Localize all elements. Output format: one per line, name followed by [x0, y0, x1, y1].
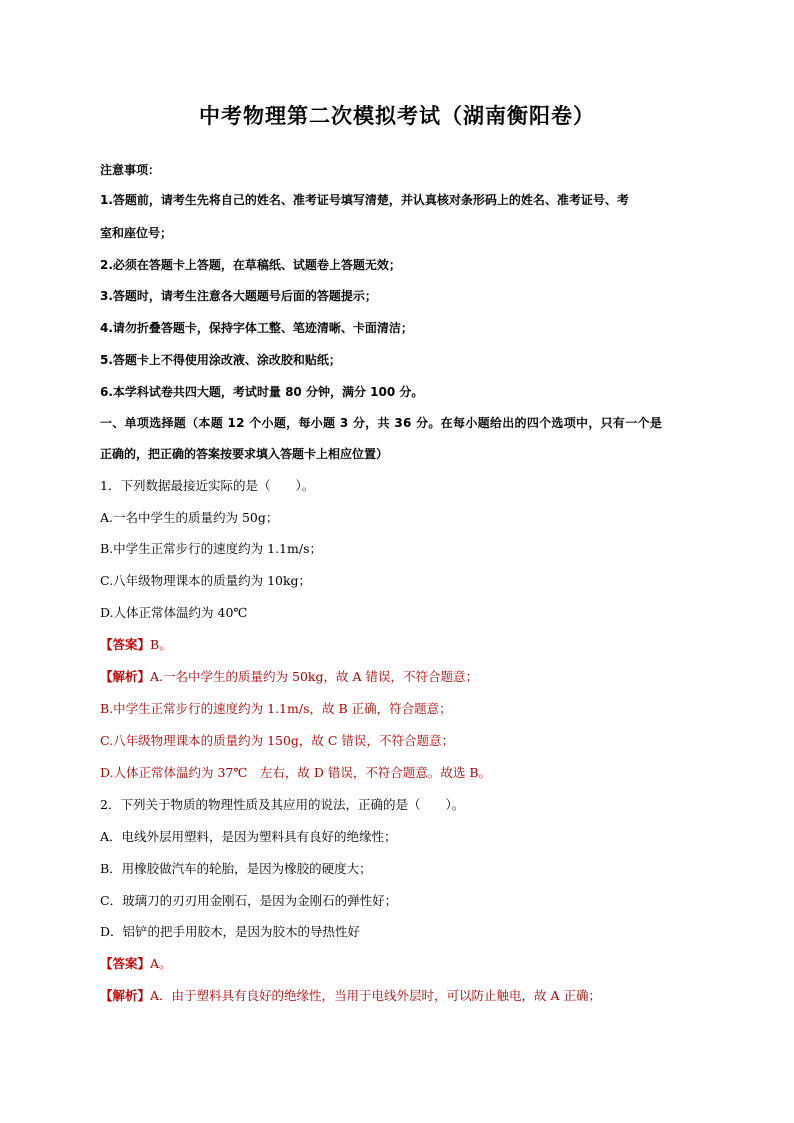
section-heading-cont: 正确的，把正确的答案按要求填入答题卡上相应位置） — [100, 447, 389, 461]
question-1-option-c: C.八年级物理课本的质量约为 10kg； — [100, 573, 312, 588]
question-2-option-a: A．电线外层用塑料，是因为塑料具有良好的绝缘性； — [100, 829, 397, 844]
notice-item-3: 3.答题时，请考生注意各大题题号后面的答题提示； — [100, 289, 377, 303]
analysis-tag: 【解析】 — [100, 669, 151, 684]
notice-item-2: 2.必须在答题卡上答题，在草稿纸、试题卷上答题无效； — [100, 258, 401, 272]
answer-tag: 【答案】 — [100, 637, 151, 652]
notice-heading: 注意事项： — [100, 163, 161, 177]
notice-item-1: 1.答题前，请考生先将自己的姓名、准考证号填写清楚，并认真核对条形码上的姓名、准考证号、考 — [100, 193, 629, 207]
question-2-option-c: C．玻璃刀的刃刃用金刚石，是因为金刚石的弹性好； — [100, 893, 398, 908]
page-title: 中考物理第二次模拟考试（湖南衡阳卷） — [199, 104, 595, 128]
question-1-analysis-b: B.中学生正常步行的速度约为 1.1m/s，故 B 正确，符合题意； — [100, 701, 452, 716]
answer-value: A。 — [150, 956, 172, 971]
analysis-tag: 【解析】 — [100, 988, 151, 1003]
question-2-option-b: B．用橡胶做汽车的轮胎，是因为橡胶的硬度大； — [100, 861, 372, 876]
question-1-analysis-d: D.人体正常体温约为 37℃ 左右，故 D 错误，不符合题意。故选 B。 — [100, 765, 492, 780]
question-1-option-a: A.一名中学生的质量约为 50g； — [100, 510, 279, 525]
question-1-stem: 1．下列数据最接近实际的是（ ）。 — [100, 478, 315, 493]
question-1-analysis-a — [100, 667, 730, 687]
question-1-answer — [100, 635, 730, 655]
question-2-answer — [100, 954, 730, 974]
question-2-option-d: D．铝铲的把手用胶木，是因为胶木的导热性好 — [100, 924, 361, 939]
answer-value: B。 — [150, 637, 172, 652]
question-2-analysis-a — [100, 986, 730, 1006]
notice-item-1-cont: 室和座位号； — [100, 226, 173, 240]
question-1-option-b: B.中学生正常步行的速度约为 1.1m/s； — [100, 541, 322, 556]
notice-item-6: 6.本学科试卷共四大题，考试时量 80 分钟，满分 100 分。 — [100, 385, 424, 399]
analysis-text: A.一名中学生的质量约为 50kg，故 A 错误，不符合题意； — [150, 669, 478, 684]
notice-item-5: 5.答题卡上不得使用涂改液、涂改胶和贴纸； — [100, 353, 341, 367]
question-1-analysis-c: C.八年级物理课本的质量约为 150g，故 C 错误，不符合题意； — [100, 733, 454, 748]
analysis-text: A．由于塑料具有良好的绝缘性，当用于电线外层时，可以防止触电，故 A 正确； — [150, 988, 602, 1003]
answer-tag: 【答案】 — [100, 956, 151, 971]
question-1-option-d: D.人体正常体温约为 40℃ — [100, 605, 248, 620]
question-2-stem: 2．下列关于物质的物理性质及其应用的说法，正确的是（ ）。 — [100, 797, 465, 812]
section-heading: 一、单项选择题（本题 12 个小题，每小题 3 分，共 36 分。在每小题给出的四个选项中，只有一个是 — [100, 416, 663, 430]
notice-item-4: 4.请勿折叠答题卡，保持字体工整、笔迹清晰、卡面清洁； — [100, 321, 413, 335]
